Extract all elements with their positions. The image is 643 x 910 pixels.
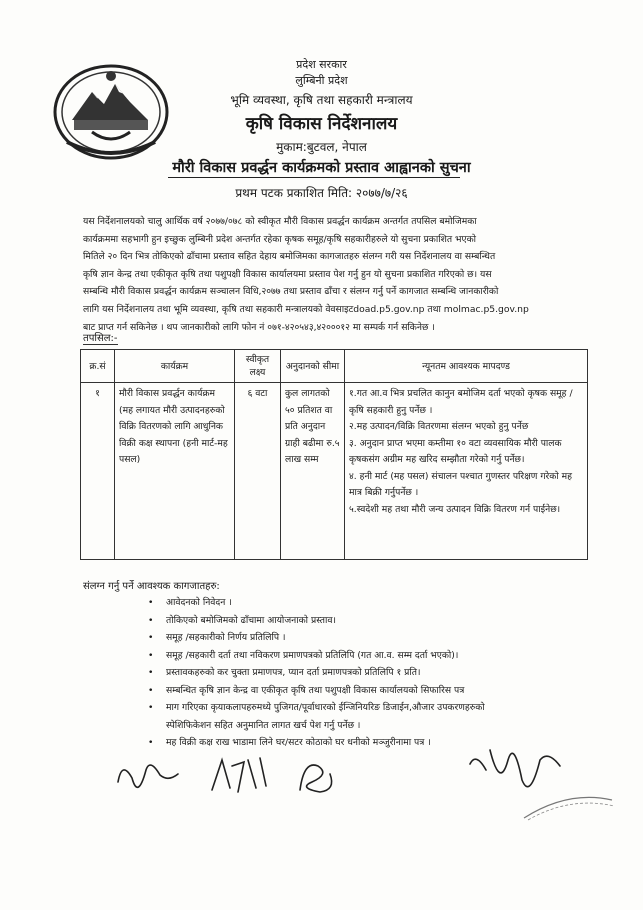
cell-grant: कुल लागतको ५० प्रतिशत वा प्रति अनुदान ग्राही बढीमा रु.५ लाख सम्म [281,383,345,560]
col-header-target: स्वीकृत लक्ष्य [235,350,281,383]
schedule-label: तपसिल:- [83,330,118,345]
body-line: कृषि ज्ञान केन्द्र तथा एकीकृत कृषि तथा पशुपक्षी विकास कार्यालयमा प्रस्ताव पेश गर्नु हुन यो सुचना प्रकाशित गरिएको छ। यस [83,268,492,280]
criteria-item: ४. हनी मार्ट (मह पसल) संचालन पश्चात गुणस्तर परिक्षण गरेको मह मात्र बिक्री गर्नुपर्नेछ । [349,470,572,498]
province-government: प्रदेश सरकार [296,58,347,71]
bullet-icon: • [148,684,154,696]
body-line: मितिले २० दिन भित्र तोकिएको ढाँचामा प्रस्ताव सहित देहाय बमोजिमका कागजातहरु संलग्न गरी यस निर्देशनालय वा सम्बन्धित [83,251,496,263]
office-location: मुकाम:बुटवल, नेपाल [276,140,367,154]
documents-heading: संलग्न गर्नु पर्ने आवश्यक कागजातहरु: [83,581,220,592]
list-item: • माग गरिएका कृयाकलापहरुमध्ये पुजिगत/पूर्वाधारको ईन्जिनियरिङ डिजाईन,औजार उपकरणहरुको [148,699,588,717]
cell-sn: १ [81,383,115,560]
col-header-grant: अनुदानको सीमा [281,350,345,383]
notice-body [83,213,583,336]
body-line: लागि यस निर्देशनालय तथा भूमि व्यवस्था, कृषि तथा सहकारी मन्त्रालयको वेवसाइटdoad.p5.gov.np तथा molmac.p5.gov.np [83,303,529,315]
list-item: • प्रस्तावकहरुको कर चुक्ता प्रमाणपत्र, प्यान दर्ता प्रमाणपत्रको प्रतिलिपि १ प्रति। [148,664,588,682]
notice-title: मौरी विकास प्रवर्द्धन कार्यक्रमको प्रस्ताव आह्वानको सुचना [172,160,471,176]
table-row [81,383,588,560]
bullet-icon: • [148,649,154,661]
province-name: लुम्बिनी प्रदेश [295,74,348,87]
col-header-sn: क्र.सं [81,350,115,383]
list-item: • मह विक्री कक्ष राख भाडामा लिने घर/सटर कोठाको घर धनीको मञ्जुरीनामा पत्र । [148,734,588,752]
title-underline [168,177,460,178]
list-item: • आवेदनको निवेदन । [148,594,588,612]
list-item: • सम्बन्धित कृषि ज्ञान केन्द्र वा एकीकृत कृषि तथा पशुपक्षी विकास कार्यालयको सिफारिस पत्र [148,682,588,700]
criteria-item: ५.स्वदेशी मह तथा मौरी जन्य उत्पादन विक्रि वितरण गर्न पाईनेछ। [349,503,561,515]
office-stamp [520,788,616,822]
table-header-row [81,350,588,383]
criteria-item: २.मह उत्पादन/विक्रि वितरणमा संलग्न भएको हुनु पर्नेछ [349,421,529,432]
publication-date: प्रथम पटक प्रकाशित मिति: २०७७/७/२६ [235,186,408,200]
cell-target: ६ वटा [235,383,281,560]
signature-3 [300,765,332,792]
col-header-criteria: न्यूनतम आवश्यक मापदण्ड [345,350,588,383]
bullet-icon: • [148,597,154,608]
signature-4 [490,750,560,787]
list-item: • समूह /सहकारीको निर्णय प्रतिलिपि । [148,629,588,647]
criteria-item: १.गत आ.व भित्र प्रचलित कानुन बमोजिम दर्ता भएको कृषक समूह /कृषि सहकारी हुनु पर्नेछ । [349,388,573,416]
bullet-icon: • [148,702,154,713]
col-header-program: कार्यक्रम [115,350,235,383]
body-line: कार्यक्रममा सहभागी हुन इच्छुक लुम्बिनी प्रदेश अन्तर्गत रहेका कृषक समूह/कृषि सहकारीहरुले यो सुचना प्रकाशित भएको [83,233,477,245]
program-table [80,349,588,560]
bullet-icon: • [148,737,154,748]
ministry-name: भूमि व्यवस्था, कृषि तथा सहकारी मन्त्रालय [230,93,413,107]
bullet-icon: • [148,632,154,643]
body-line: सम्बन्धि मौरी विकास प्रवर्द्धन कार्यक्रम सञ्चालन विधि,२०७७ तथा प्रस्ताव ढाँचा र संलग्न गर्नु पर्ने कागजात सम्बन्धि जानकारीको [83,286,499,298]
bullet-icon: • [148,614,154,626]
documents-list [148,594,588,752]
criteria-item: ३. अनुदान प्राप्त भएमा कम्तीमा १० वटा व्यवसायिक मौरी पालक कृषकसंग अग्रीम मह खरिद सम्झौता गरेको गर्नु पर्नेछ। [349,437,562,465]
signature-1 [118,765,178,787]
list-item: • समूह /सहकारी दर्ता तथा नविकरण प्रमाणपत्रको प्रतिलिपि (गत आ.व. सम्म दर्ता भएको)। [148,647,588,665]
signature-2 [212,758,266,792]
cell-program: मौरी विकास प्रवर्द्धन कार्यक्रम (मह लगायत मौरी उत्पादनहरुको विक्रि वितरणको लागि आधुनिक विक्री कक्ष स्थापना (हनी मार्ट-मह पसल) [115,383,235,560]
list-item: स्पेशिफिकेशन सहित अनुमानित लागत खर्च पेश गर्नु पर्नेछ । [166,719,361,731]
cell-criteria [345,383,588,560]
office-name: कृषि विकास निर्देशनालय [245,114,398,134]
body-line: बाट प्राप्त गर्न सकिनेछ । थप जानकारीको लागि फोन नं ०७१-४२०५४३,४२०००१२ मा सम्पर्क गर्न सकिनेछ । [83,321,435,333]
body-line: यस निर्देशनालयको चालु आर्थिक वर्ष २०७७/०७८ को स्वीकृत मौरी विकास प्रवर्द्धन कार्यक्रम अन्तर्गत तपसिल बमोजिमका [83,216,477,227]
signature-5 [470,759,486,770]
list-item: • तोकिएको बमोजिमको ढाँचामा आयोजनाको प्रस्ताव। [148,612,588,630]
bullet-icon: • [148,667,154,678]
